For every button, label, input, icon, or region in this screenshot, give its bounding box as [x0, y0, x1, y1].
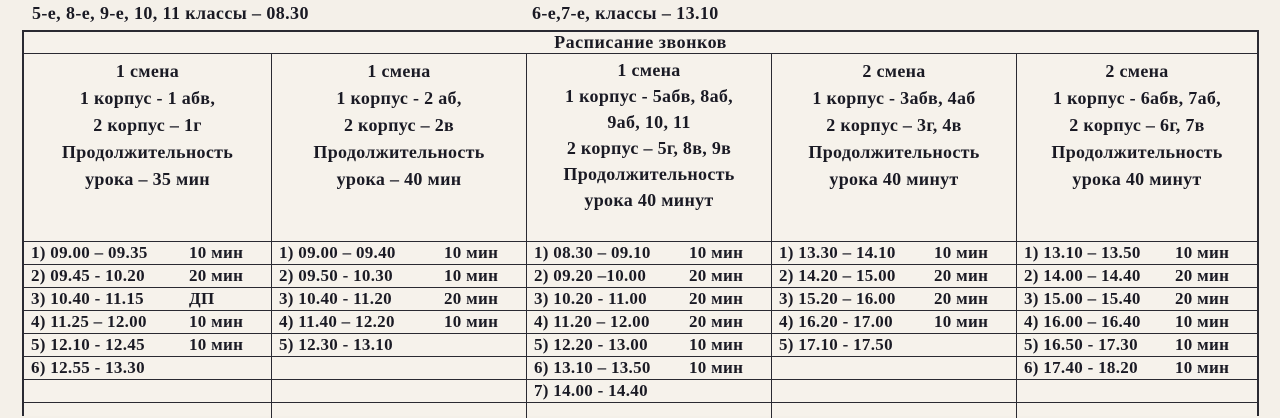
- column-header: [772, 54, 1016, 242]
- column-header: [272, 54, 526, 242]
- header-line: 9аб, 10, 11: [607, 112, 691, 132]
- break-duration: 10 мин: [1175, 312, 1230, 331]
- schedule-row: [24, 311, 271, 334]
- column-shift1-grade2: [272, 54, 527, 418]
- lesson-time: 1) 09.00 – 09.40: [279, 243, 396, 262]
- header-line: Продолжительность: [61, 142, 234, 162]
- lesson-time: 3) 10.40 - 11.15: [31, 289, 144, 308]
- header-line: 1 корпус - 1 абв,: [79, 88, 216, 108]
- break-duration: 10 мин: [689, 243, 744, 262]
- break-duration: 20 мин: [689, 266, 744, 285]
- break-duration: 20 мин: [1175, 266, 1230, 285]
- schedule-row: [1017, 311, 1257, 334]
- break-duration: 20 мин: [189, 266, 244, 285]
- schedule-row: [1017, 380, 1257, 403]
- break-duration: 20 мин: [934, 266, 989, 285]
- schedule-row: [772, 242, 1016, 265]
- schedule-row: [272, 242, 526, 265]
- break-duration: 10 мин: [189, 335, 244, 354]
- schedule-row: [272, 334, 526, 357]
- break-duration: 10 мин: [1175, 358, 1230, 377]
- lesson-time: 3) 15.20 – 16.00: [779, 289, 896, 308]
- schedule-row: [272, 357, 526, 380]
- schedule-row: [1017, 288, 1257, 311]
- schedule-row: [1017, 334, 1257, 357]
- header-line: 1 корпус - 3абв, 4аб: [812, 88, 976, 108]
- lesson-time: 6) 12.55 - 13.30: [31, 358, 145, 377]
- lesson-time: 2) 09.50 - 10.30: [279, 266, 393, 285]
- header-line: Продолжительность: [1051, 142, 1223, 162]
- schedule-row: [272, 265, 526, 288]
- break-duration: 10 мин: [444, 266, 499, 285]
- schedule-row: [272, 311, 526, 334]
- schedule-row: [24, 380, 271, 403]
- schedule-row: [24, 265, 271, 288]
- header-line: 1 корпус - 6абв, 7аб,: [1053, 88, 1221, 108]
- header-line: урока 40 минут: [584, 190, 714, 210]
- break-duration: 10 мин: [689, 358, 744, 377]
- lesson-time: 1) 09.00 – 09.35: [31, 243, 148, 262]
- break-duration: ДП: [189, 289, 215, 308]
- schedule-row: [527, 288, 771, 311]
- schedule-row: [527, 334, 771, 357]
- lesson-time: 4) 16.20 - 17.00: [779, 312, 893, 331]
- lesson-time: 5) 12.10 - 12.45: [31, 335, 145, 354]
- lesson-time: 4) 11.20 – 12.00: [534, 312, 650, 331]
- lesson-time: 5) 16.50 - 17.30: [1024, 335, 1138, 354]
- header-line: 1 корпус - 2 аб,: [336, 88, 462, 108]
- shift2-start-note: 6-е,7-е, классы – 13.10: [532, 3, 719, 23]
- lesson-time: 4) 16.00 – 16.40: [1024, 312, 1141, 331]
- header-line: 2 корпус – 3г, 4в: [826, 115, 962, 135]
- schedule-row: [527, 265, 771, 288]
- header-line: 2 корпус – 6г, 7в: [1069, 115, 1205, 135]
- schedule-row: [24, 242, 271, 265]
- break-duration: 10 мин: [934, 243, 989, 262]
- lesson-time: 2) 09.45 - 10.20: [31, 266, 145, 285]
- column-header: [1017, 54, 1257, 242]
- lesson-time: 5) 17.10 - 17.50: [779, 335, 893, 354]
- schedule-row: [772, 265, 1016, 288]
- break-duration: 20 мин: [934, 289, 989, 308]
- lesson-time: 2) 14.00 – 14.40: [1024, 266, 1141, 285]
- schedule-row: [272, 380, 526, 403]
- break-duration: 10 мин: [189, 243, 244, 262]
- column-header: [24, 54, 271, 242]
- table-title: Расписание звонков: [24, 32, 1257, 54]
- column-shift2-grade34: [772, 54, 1017, 418]
- lesson-time: 7) 14.00 - 14.40: [534, 381, 648, 400]
- column-shift1-senior: [527, 54, 772, 418]
- lesson-time: 6) 13.10 – 13.50: [534, 358, 651, 377]
- break-duration: 10 мин: [934, 312, 989, 331]
- header-line: Продолжительность: [808, 142, 980, 162]
- lesson-time: 1) 08.30 – 09.10: [534, 243, 651, 262]
- schedule-row: [24, 357, 271, 380]
- lesson-time: 1) 13.30 – 14.10: [779, 243, 896, 262]
- lesson-time: 6) 17.40 - 18.20: [1024, 358, 1138, 377]
- lesson-time: 4) 11.25 – 12.00: [31, 312, 147, 331]
- header-line: 2 смена: [862, 61, 926, 81]
- lesson-time: 2) 14.20 – 15.00: [779, 266, 896, 285]
- header-line: Продолжительность: [563, 164, 735, 184]
- schedule-row: [1017, 242, 1257, 265]
- schedule-row: [24, 334, 271, 357]
- header-line: урока 40 минут: [829, 169, 959, 189]
- bell-schedule-table: [22, 30, 1259, 416]
- header-line: урока – 35 мин: [85, 169, 210, 189]
- schedule-row: [772, 311, 1016, 334]
- column-shift2-grade67: [1017, 54, 1257, 418]
- schedule-row: [272, 288, 526, 311]
- column-shift1-corpus1: [24, 54, 272, 418]
- header-line: урока – 40 мин: [336, 169, 462, 189]
- schedule-row: [24, 288, 271, 311]
- break-duration: 20 мин: [444, 289, 499, 308]
- break-duration: 10 мин: [1175, 243, 1230, 262]
- lesson-time: 3) 15.00 – 15.40: [1024, 289, 1141, 308]
- header-line: 2 корпус – 2в: [343, 115, 455, 135]
- schedule-row: [772, 288, 1016, 311]
- break-duration: 20 мин: [689, 312, 744, 331]
- break-duration: 10 мин: [444, 312, 499, 331]
- header-line: Продолжительность: [313, 142, 485, 162]
- schedule-row: [772, 357, 1016, 380]
- column-header: [527, 54, 771, 242]
- lesson-time: 3) 10.20 - 11.00: [534, 289, 647, 308]
- header-line: 1 смена: [115, 61, 180, 81]
- lesson-time: 5) 12.20 - 13.00: [534, 335, 648, 354]
- schedule-row: [527, 311, 771, 334]
- schedule-row: [527, 380, 771, 403]
- schedule-row: [527, 242, 771, 265]
- header-line: 2 корпус – 5г, 8в, 9в: [566, 138, 732, 158]
- header-line: 2 корпус – 1г: [93, 115, 202, 135]
- break-duration: 10 мин: [1175, 335, 1230, 354]
- schedule-row: [1017, 357, 1257, 380]
- break-duration: 10 мин: [689, 335, 744, 354]
- header-line: 1 корпус - 5абв, 8аб,: [565, 86, 733, 106]
- header-line: 2 смена: [1105, 61, 1169, 81]
- header-line: 1 смена: [367, 61, 431, 81]
- break-duration: 10 мин: [189, 312, 244, 331]
- schedule-row: [772, 334, 1016, 357]
- break-duration: 20 мин: [1175, 289, 1230, 308]
- schedule-row: [527, 357, 771, 380]
- lesson-time: 2) 09.20 –10.00: [534, 266, 647, 285]
- shift1-start-note: 5-е, 8-е, 9-е, 10, 11 классы – 08.30: [32, 3, 309, 23]
- break-duration: 10 мин: [444, 243, 499, 262]
- header-line: урока 40 минут: [1072, 169, 1202, 189]
- break-duration: 20 мин: [689, 289, 744, 308]
- header-line: 1 смена: [617, 60, 681, 80]
- table-columns: [24, 54, 1257, 418]
- lesson-time: 1) 13.10 – 13.50: [1024, 243, 1141, 262]
- lesson-time: 5) 12.30 - 13.10: [279, 335, 393, 354]
- page-header-note: [0, 3, 1280, 29]
- lesson-time: 4) 11.40 – 12.20: [279, 312, 395, 331]
- schedule-row: [772, 380, 1016, 403]
- lesson-time: 3) 10.40 - 11.20: [279, 289, 392, 308]
- schedule-row: [1017, 265, 1257, 288]
